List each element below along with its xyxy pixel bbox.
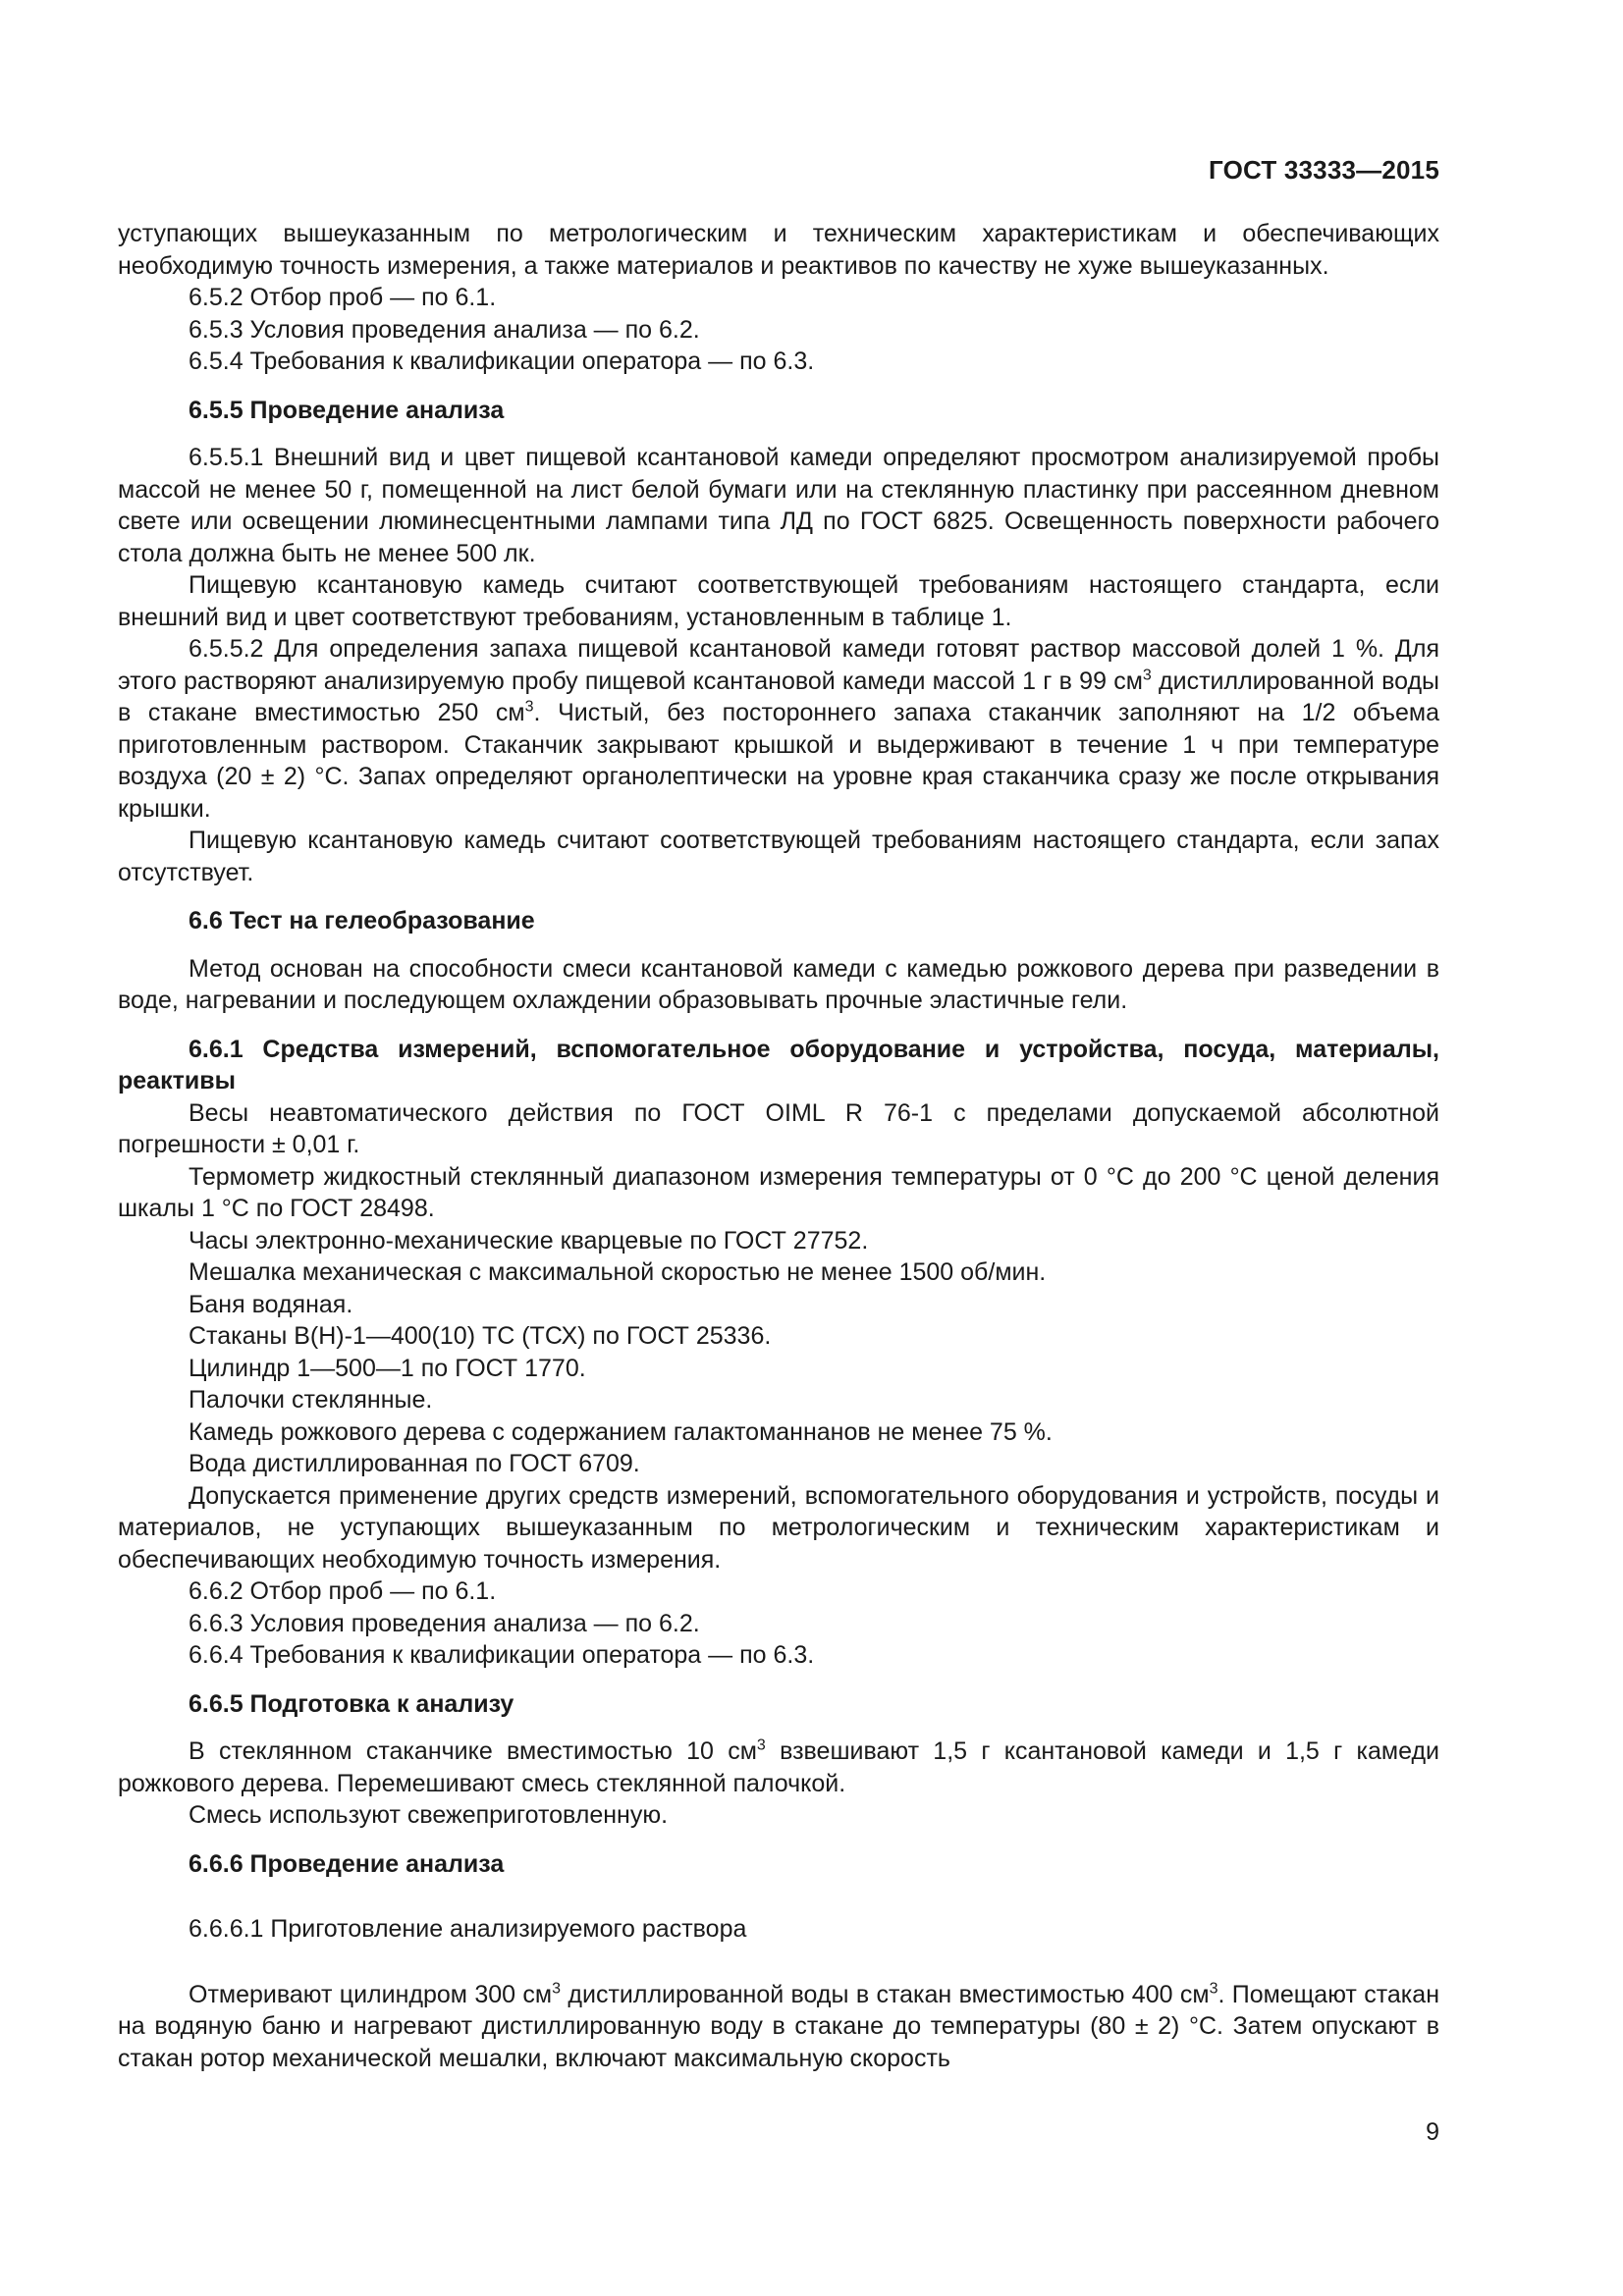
paragraph: уступающих вышеуказанным по метрологическим и техническим характеристикам и обеспечивающих необходимую точность измерения, а также материалов и реактивов по качеству не хуже вышеуказанных.	[118, 220, 1439, 280]
text-run: . Помещают стакан на водяную баню и нагревают дистиллированную воду в стакане до температуры (80 ± 2) °С. Затем опускают в стакан ротор механической мешалки, включают максимальную скорость	[118, 1980, 1439, 2072]
paragraph	[118, 1735, 1439, 1799]
superscript: 3	[1209, 1980, 1218, 1998]
paragraph: Пищевую ксантановую камедь считают соответствующей требованиям настоящего стандарта, если внешний вид и цвет соответствуют требованиям, установленным в таблице 1.	[118, 571, 1439, 631]
paragraph: 6.6.3 Условия проведения анализа — по 6.2.	[189, 1609, 700, 1637]
paragraph: Пищевую ксантановую камедь считают соответствующей требованиям настоящего стандарта, если запах отсутствует.	[118, 827, 1439, 886]
section-heading: 6.6.5 Подготовка к анализу	[189, 1689, 514, 1718]
paragraph: 6.5.2 Отбор проб — по 6.1.	[189, 284, 497, 311]
paragraph: 6.5.4 Требования к квалификации оператора — по 6.3.	[189, 347, 815, 375]
page-body	[118, 218, 1439, 2074]
section-heading: 6.6.6 Проведение анализа	[189, 1849, 505, 1878]
list-item: Стаканы В(Н)-1—400(10) ТС (ТСХ) по ГОСТ 25336.	[189, 1322, 772, 1350]
paragraph: 6.6.2 Отбор проб — по 6.1.	[189, 1577, 497, 1605]
list-item: Часы электронно-механические кварцевые по ГОСТ 27752.	[189, 1226, 869, 1255]
paragraph: Смесь используют свежеприготовленную.	[189, 1801, 669, 1829]
paragraph: 6.5.3 Условия проведения анализа — по 6.2.	[189, 315, 700, 344]
superscript: 3	[1142, 667, 1152, 684]
text-run: В стеклянном стаканчике вместимостью 10 см	[189, 1737, 757, 1765]
list-item: Палочки стеклянные.	[189, 1386, 433, 1414]
text-run: дистиллированной воды в стакане вместимостью 250 см	[118, 667, 1439, 726]
paragraph: Допускается применение других средств измерений, вспомогательного оборудования и устройств, посуды и материалов, не уступающих вышеуказанным по метрологическим и техническим характеристикам и обеспечивающих необходимую точность измерения.	[118, 1481, 1439, 1574]
section-heading: 6.6 Тест на гелеобразование	[189, 907, 535, 934]
text-run: дистиллированной воды в стакан вместимостью 400 см	[561, 1980, 1210, 2008]
paragraph: 6.5.5.1 Внешний вид и цвет пищевой ксантановой камеди определяют просмотром анализируемой пробы массой не менее 50 г, помещенной на лист белой бумаги или на стеклянную пластинку при рассеянном дневном свете или освещении люминесцентными лампами типа ЛД по ГОСТ 6825. Освещенность поверхности рабочего стола должна быть не менее 500 лк.	[118, 444, 1439, 567]
list-item: Камедь рожкового дерева с содержанием галактоманнанов не менее 75 %.	[189, 1417, 1053, 1446]
page-number: 9	[1426, 2118, 1439, 2146]
standard-number: ГОСТ 33333—2015	[1209, 155, 1439, 185]
list-item: Вода дистиллированная по ГОСТ 6709.	[189, 1450, 640, 1477]
list-item: Цилиндр 1—500—1 по ГОСТ 1770.	[189, 1354, 586, 1382]
section-heading: 6.6.1 Средства измерений, вспомогательное оборудование и устройства, посуда, материалы, реактивы	[118, 1035, 1439, 1095]
paragraph: 6.6.6.1 Приготовление анализируемого раствора	[189, 1915, 747, 1943]
list-item: Баня водяная.	[189, 1290, 353, 1318]
paragraph	[118, 633, 1439, 825]
section-heading: 6.5.5 Проведение анализа	[189, 396, 505, 424]
paragraph	[118, 1979, 1439, 2075]
superscript: 3	[552, 1980, 562, 1998]
text-run: Отмеривают цилиндром 300 см	[189, 1980, 553, 2008]
paragraph: 6.6.4 Требования к квалификации оператора — по 6.3.	[189, 1641, 815, 1669]
paragraph: Весы неавтоматического действия по ГОСТ OIML R 76-1 с пределами допускаемой абсолютной погрешности ± 0,01 г.	[118, 1098, 1439, 1158]
paragraph: Метод основан на способности смеси ксантановой камеди с камедью рожкового дерева при разведении в воде, нагревании и последующем охлаждении образовывать прочные эластичные гели.	[118, 954, 1439, 1014]
text-run: 6.5.5.2 Для определения запаха пищевой ксантановой камеди готовят раствор массовой долей 1 %. Для этого растворяют анализируемую пробу пищевой ксантановой камеди массой 1 г в 99 см	[118, 635, 1439, 695]
paragraph: Термометр жидкостный стеклянный диапазоном измерения температуры от 0 °С до 200 °С ценой деления шкалы 1 °С по ГОСТ 28498.	[118, 1162, 1439, 1222]
text-run: взвешивают 1,5 г ксантановой камеди и 1,5 г камеди рожкового дерева. Перемешивают смесь стеклянной палочкой.	[118, 1737, 1439, 1797]
list-item: Мешалка механическая с максимальной скоростью не менее 1500 об/мин.	[189, 1258, 1047, 1286]
text-run: . Чистый, без постороннего запаха стаканчик заполняют на 1/2 объема приготовленным раствором. Стаканчик закрывают крышкой и выдерживают в течение 1 ч при температуре воздуха (20 ± 2) °С. Запах определяют органолептически на уровне края стаканчика сразу же после открывания крышки.	[118, 699, 1439, 823]
superscript: 3	[524, 698, 534, 716]
superscript: 3	[756, 1736, 766, 1754]
